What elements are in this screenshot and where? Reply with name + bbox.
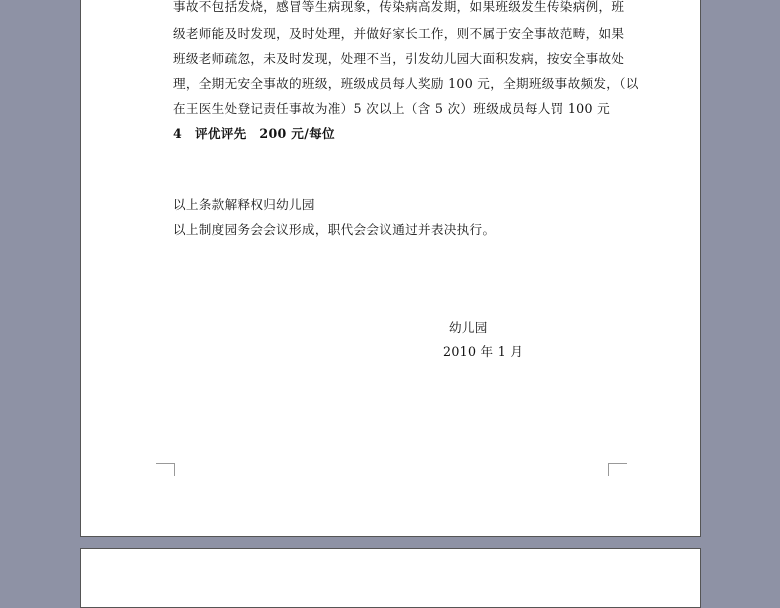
note-line: 以上条款解释权归幼儿园 xyxy=(173,197,315,212)
body-line: 级老师能及时发现，及时处理，并做好家长工作，则不属于安全事故范畴，如果 xyxy=(173,26,625,41)
margin-mark-right xyxy=(608,463,627,476)
body-line: 事故不包括发烧，感冒等生病现象，传染病高发期，如果班级发生传染病例，班 xyxy=(173,0,625,14)
body-line: 班级老师疏忽，未及时发现，处理不当，引发幼儿园大面积发病，按安全事故处 xyxy=(173,51,625,66)
signature: 幼儿园 xyxy=(449,320,488,335)
item-4-heading: 4 评优评先 200 元/每位 xyxy=(173,126,335,141)
next-page xyxy=(80,548,701,608)
document-page xyxy=(80,0,701,537)
date: 2010 年 1 月 xyxy=(443,344,524,359)
body-line: 理，全期无安全事故的班级，班级成员每人奖励 100 元，全期班级事故频发，（以 xyxy=(173,76,639,91)
margin-mark-left xyxy=(156,463,175,476)
body-line: 在王医生处登记责任事故为准）5 次以上（含 5 次）班级成员每人罚 100 元 xyxy=(173,101,610,116)
note-line: 以上制度园务会会议形成，职代会会议通过并表决执行。 xyxy=(173,222,496,237)
